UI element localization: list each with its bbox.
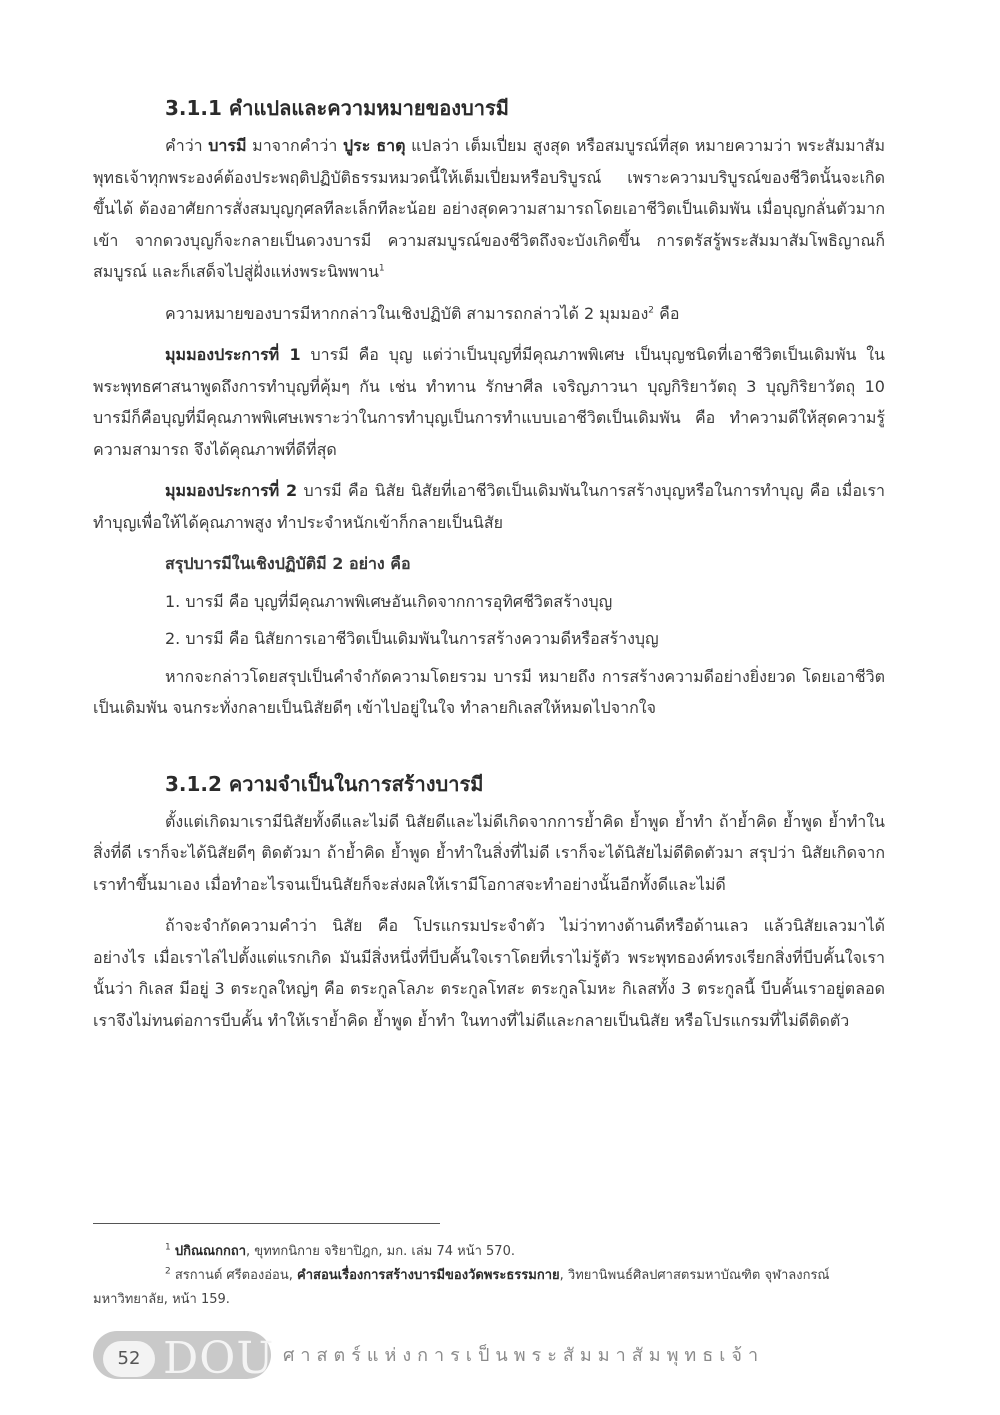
footer-badge	[93, 1331, 275, 1384]
page-footer	[93, 1327, 893, 1383]
footnote-ref-2: 2	[648, 305, 655, 316]
paragraph-perspective-2: มุมมองประการที่ 2 บารมี คือ นิสัย นิสัยที่เอาชีวิตเป็นเดิมพันในการสร้างบุญหรือในการทำบุญ คือ เมื่อเราทำบุญเพื่อให้ได้คุณภาพสูง ทำประจำหนักเข้าก็กลายเป็นนิสัย	[93, 481, 886, 532]
summary-heading: สรุปบารมีในเชิงปฏิบัติมี 2 อย่าง คือ	[165, 554, 411, 573]
section-heading-3-1-2: 3.1.2 ความจำเป็นในการสร้างบารมี	[165, 771, 484, 796]
list-item: 1. บารมี คือ บุญที่มีคุณภาพพิเศษอันเกิดจากการอุทิศชีวิตสร้างบุญ	[165, 591, 613, 611]
book-title: ศาสตร์แห่งการเป็นพระสัมมาสัมพุทธเจ้า	[283, 1345, 765, 1366]
page-number: 52	[103, 1341, 155, 1377]
paragraph-habits: ตั้งแต่เกิดมาเรามีนิสัยทั้งดีและไม่ดี นิสัยดีและไม่ดีเกิดจากการย้ำคิด ย้ำพูด ย้ำทำ ถ้าย้ำคิด ย้ำพูด ย้ำทำในสิ่งที่ดี เราก็จะได้นิสัยดีๆ ติดตัวมา ถ้าย้ำคิด ย้ำพูด ย้ำทำในสิ่งที่ไม่ดี เราก็จะได้นิสัยไม่ดีติดตัวมา สรุปว่า นิสัยเกิดจากเราทำขึ้นมาเอง เมื่อทำอะไรจนเป็นนิสัยก็จะส่งผลให้เรามีโอกาสจะทำอย่างนั้นอีกทั้งดีและไม่ดี	[93, 811, 885, 894]
main-content	[93, 92, 885, 1046]
dou-logo: DOU	[163, 1333, 275, 1384]
paragraph-practical-meaning: ความหมายของบารมีหากกล่าวในเชิงปฏิบัติ สามารถกล่าวได้ 2 มุมมอง$^2$ คือ	[165, 303, 680, 323]
list-item: 2. บารมี คือ นิสัยการเอาชีวิตเป็นเดิมพันในการสร้างความดีหรือสร้างบุญ	[165, 629, 659, 648]
paragraph-defilements: ถ้าจะจำกัดความคำว่า นิสัย คือ โปรแกรมประจำตัว ไม่ว่าทางด้านดีหรือด้านเลว แล้วนิสัยเลวมาได้อย่างไร เมื่อเราไล่ไปตั้งแต่แรกเกิด มันมีสิ่งหนึ่งที่บีบคั้นใจเราโดยที่เราไม่รู้ตัว พระพุทธองค์ทรงเรียกสิ่งที่บีบคั้นใจเรานั้นว่า กิเลส มีอยู่ 3 ตระกูลใหญ่ๆ คือ ตระกูลโลภะ ตระกูลโทสะ ตระกูลโมหะ กิเลสทั้ง 3 ตระกูลนี้ บีบคั้นเราอยู่ตลอด เราจึงไม่ทนต่อการบีบคั้น ทำให้เราย้ำคิด ย้ำพูด ย้ำทำ ในทางที่ไม่ดีและกลายเป็นนิสัย หรือโปรแกรมที่ไม่ดีติดตัว	[93, 916, 885, 1030]
paragraph-perspective-1: มุมมองประการที่ 1 บารมี คือ บุญ แต่ว่าเป็นบุญที่มีคุณภาพพิเศษ เป็นบุญชนิดที่เอาชีวิตเป็นเดิมพัน ในพระพุทธศาสนาพูดถึงการทำบุญที่คุ้มๆ กัน เช่น ทำทาน รักษาศีล เจริญภาวนา บุญกิริยาวัตถุ 3 บุญกิริยาวัตถุ 10 บารมีก็คือบุญที่มีคุณภาพพิเศษเพราะว่าในการทำบุญเป็นการทำแบบเอาชีวิตเป็นเดิมพัน คือ ทำความดีให้สุดความรู้ความสามารถ จึงได้คุณภาพที่ดีที่สุด	[93, 345, 885, 459]
section-heading-3-1-1: 3.1.1 คำแปลและความหมายของบารมี	[165, 96, 509, 120]
footnote-1: $^1$ ปกิณณกกถา, ขุททกนิกาย จริยาปิฎก, มก. เล่ม 74 หน้า 570.	[165, 1242, 515, 1259]
footnote-2: $^2$ สรกานต์ ศรีตองอ่อน, คำสอนเรื่องการสร้างบารมีของวัดพระธรรมกาย, วิทยานิพนธ์ศิลปศาสตรมหาบัณฑิต จุฬาลงกรณ์มหาวิทยาลัย, หน้า 159.	[93, 1266, 830, 1307]
footnotes	[93, 1240, 885, 1312]
footnote-divider	[93, 1223, 440, 1224]
paragraph-conclusion: หากจะกล่าวโดยสรุปเป็นคำจำกัดความโดยรวม บารมี หมายถึง การสร้างความดีอย่างยิ่งยวด โดยเอาชีวิตเป็นเดิมพัน จนกระทั่งกลายเป็นนิสัยดีๆ เข้าไปอยู่ในใจ ทำลายกิเลสให้หมดไปจากใจ	[93, 666, 885, 717]
paragraph-definition: คำว่า บารมี มาจากคำว่า ปูระ ธาตุ แปลว่า เต็มเปี่ยม สูงสุด หรือสมบูรณ์ที่สุด หมายความว่า พระสัมมาสัมพุทธเจ้าทุกพระองค์ต้องประพฤติปฏิบัติธรรมหมวดนี้ให้เต็มเปี่ยมหรือบริบูรณ์ เพราะความบริบูรณ์ของชีวิตนั้นจะเกิดขึ้นได้ ต้องอาศัยการสั่งสมบุญกุศลทีละเล็กทีละน้อย อย่างสุดความสามารถโดยเอาชีวิตเป็นเดิมพัน เมื่อบุญกลั่นตัวมากเข้า จากดวงบุญก็จะกลายเป็นดวงบารมี ความสมบูรณ์ของชีวิตถึงจะบังเกิดขึ้น การตรัสรู้พระสัมมาสัมโพธิญาณก็สมบูรณ์ และก็เสด็จไปสู่ฝั่งแห่งพระนิพพาน$^1$	[93, 136, 885, 281]
footnote-ref-1: 1	[378, 263, 385, 274]
